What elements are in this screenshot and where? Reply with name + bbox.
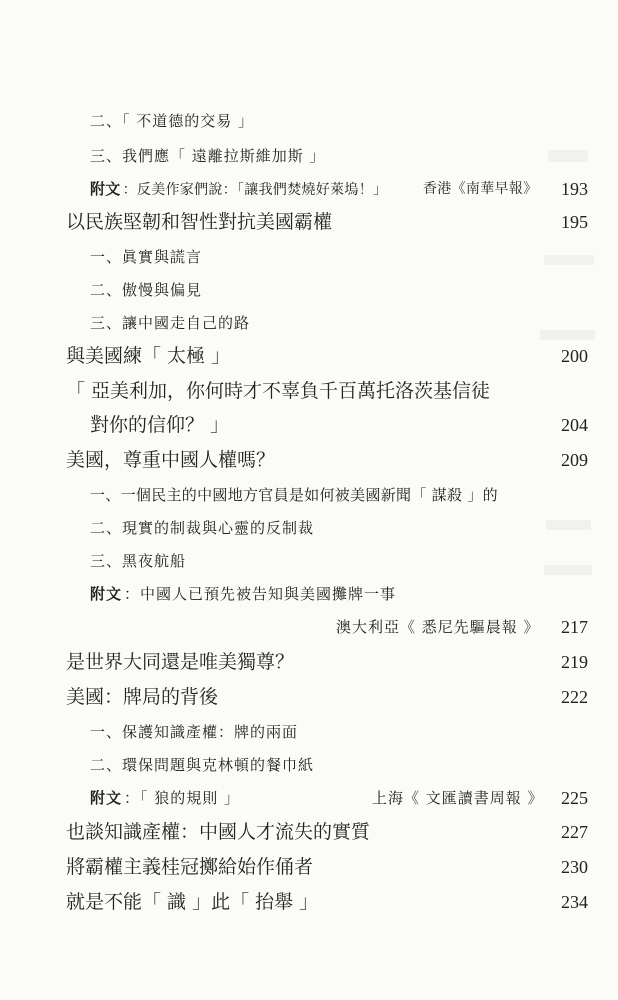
toc-line [0, 850, 618, 884]
appendix-label: 附文 [90, 180, 121, 198]
toc-subsection: 三、讓中國走自己的路 [90, 314, 251, 332]
toc-line [0, 339, 618, 373]
toc-chapter: 是世界大同還是唯美獨尊？ [66, 651, 295, 673]
toc-subsection: 一、眞實與謊言 [90, 248, 203, 266]
toc-line [0, 645, 618, 679]
page-number: 227 [561, 822, 588, 842]
appendix-label: 附文 [90, 789, 123, 807]
page-number: 217 [561, 617, 588, 637]
toc-line [0, 273, 618, 307]
toc-subsection: 二、環保問題與克林頓的餐巾紙 [90, 756, 315, 774]
toc-subsection: 三、黑夜航船 [90, 552, 187, 570]
page-number: 209 [561, 450, 588, 470]
toc-line [0, 815, 618, 849]
toc-line [0, 443, 618, 477]
toc-chapter: 也談知識產權：中國人才流失的實質 [66, 821, 371, 843]
toc-line [0, 680, 618, 714]
toc-subsection: 二、「 不道德的交易 」 [90, 112, 255, 130]
toc-chapter: 與美國練「 太極 」 [66, 345, 231, 367]
toc-line [0, 748, 618, 782]
toc-line [0, 781, 618, 815]
toc-line [0, 715, 618, 749]
toc-line [0, 240, 618, 274]
toc-line [0, 306, 618, 340]
toc-line [0, 104, 618, 138]
toc-line [0, 374, 618, 408]
page-number: 200 [561, 346, 588, 366]
toc-line [0, 408, 618, 442]
toc-subsection: 三、我們應「 遠離拉斯維加斯 」 [90, 147, 326, 165]
toc-appendix [90, 577, 396, 611]
toc-line [0, 478, 618, 512]
toc-subsection: 二、傲慢與偏見 [90, 281, 203, 299]
toc-line [0, 172, 618, 206]
page-number: 193 [561, 179, 588, 199]
toc-line [0, 544, 618, 578]
toc-subsection: 二、現實的制裁與心靈的反制裁 [90, 519, 315, 537]
page-number: 222 [561, 687, 588, 707]
toc-line [0, 139, 618, 173]
toc-appendix [90, 172, 387, 207]
toc-chapter: 以民族堅韌和智性對抗美國霸權 [66, 211, 333, 233]
page-number: 204 [561, 415, 588, 435]
appendix-title: ：反美作家們說：「讓我們焚燒好萊塢！」 [122, 182, 388, 198]
toc-chapter: 「 亞美利加，你何時才不辜負千百萬托洛茨基信徒 [66, 380, 491, 402]
page-number: 195 [561, 212, 588, 232]
toc-chapter: 就是不能「 識 」此「 抬舉 」 [66, 891, 319, 913]
page-number: 230 [561, 857, 588, 877]
page-number: 234 [561, 892, 588, 912]
toc-line [0, 577, 618, 611]
toc-chapter-continued: 對你的信仰？ 」 [90, 414, 230, 436]
appendix-title: ：「 狼的規則 」 [124, 789, 241, 807]
toc-subsection: 一、一個民主的中國地方官員是如何被美國新聞「 謀殺 」的 [90, 486, 498, 504]
appendix-label: 附文 [90, 585, 123, 603]
toc-subsection: 一、保護知識產權：牌的兩面 [90, 723, 299, 741]
page-number: 219 [561, 652, 588, 672]
toc-line [0, 610, 618, 644]
appendix-source: 香港《南華早報》 [423, 181, 538, 197]
toc-chapter: 將霸權主義桂冠擲給始作俑者 [66, 856, 314, 878]
appendix-source: 上海《 文匯讀書周報 》 [372, 789, 544, 807]
toc-line [0, 205, 618, 239]
toc-line [0, 885, 618, 919]
appendix-source: 澳大利亞《 悉尼先驅晨報 》 [336, 618, 540, 636]
appendix-title: ：中國人已預先被告知與美國攤牌一事 [124, 585, 397, 603]
toc-appendix [90, 781, 240, 815]
toc-line [0, 511, 618, 545]
toc-chapter: 美國：牌局的背後 [66, 686, 219, 708]
toc-chapter: 美國，尊重中國人權嗎？ [66, 449, 276, 471]
page-number: 225 [561, 788, 588, 808]
